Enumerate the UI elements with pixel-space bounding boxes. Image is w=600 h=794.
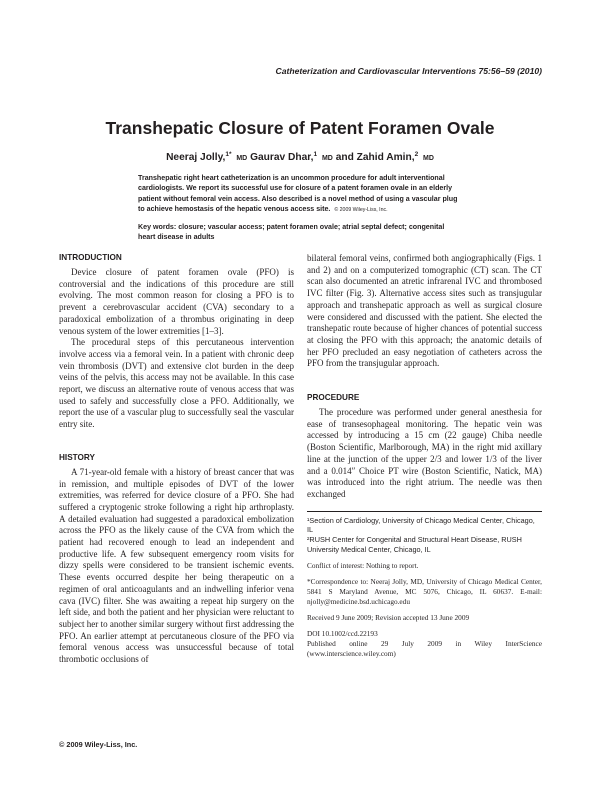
doi: DOI 10.1002/ccd.22193 [307,628,378,638]
journal-header: Catheterization and Cardiovascular Interventions 75:56–59 (2010) [275,66,542,76]
right-column [307,253,542,659]
paragraph: The procedure was performed under general anesthesia for ease of transesophageal monitoring. The hepatic vein was accessed by introducing a 15 cm (22 gauge) Chiba needle (Boston Scientific, Marlborough, MA) in the right mid axillary line at the junction of the upper 2/3 and lower 1/3 of the liver and a 0.014″ Choice PT wire (Boston Scientific, Natick, MA) was introduced into the right atrium. The needle was then exchanged [307,407,542,499]
paragraph: A 71-year-old female with a history of breast cancer that was in remission, and multiple episodes of DVT of the lower extremities, was referred for device closure of a PFO. She had suffered a cryptogenic stroke following a right hip arthroplasty. A detailed evaluation had suggested a paradoxical embolization across the PFO as the likely cause of the CVA from which the patient had recovered enough to lead an independent and productive life. A few subsequent emergency room visits for dizzy spells were considered to be transient ischemic events. These events occurred despite her being therapeutic on a regimen of oral anticoagulants and an indwelling inferior vena cava (IVC) filter. She was awaiting a repeat hip surgery on the left side, and both the patient and her physician were reluctant to subject her to another similar surgery without first addressing the PFO. An earlier attempt at percutaneous closure of the PFO via femoral venous access was unsuccessful because of total thrombotic occlusions of [59,466,294,665]
author-affiliation-mark: 2 [414,151,419,158]
published-online: Published online 29 July 2009 in Wiley InterScience (www.interscience.wiley.com) [307,638,542,658]
abstract [138,173,460,216]
paragraph: The procedural steps of this percutaneous intervention involve access via a femoral vein. In a patient with chronic deep vein thrombosis (DVT) and extensive clot burden in the deep veins of the pelvis, this access may not be available. In this case report, we discuss an alternative route of venous access that was used to safely and successfully close a PFO. Additionally, we report the use of a vascular plug to successfully seal the vascular entry site. [59,337,294,430]
author-affiliation-mark: 1 [313,151,318,158]
section-heading-procedure: PROCEDURE [307,393,360,403]
conflict-of-interest: Conflict of interest: Nothing to report. [307,560,419,570]
abstract-copyright: © 2009 Wiley-Liss, Inc. [334,207,388,214]
author-degree: MD [236,155,248,162]
paragraph-continuation: bilateral femoral veins, confirmed both angiographically (Figs. 1 and 2) and on a computerized tomographic (CT) scan. The CT scan also documented an atretic infrarenal IVC and thrombosed IVC filter (Fig. 3). Alternative access sites such as transjugular approach and transhepatic approach as well as surgical closure were considered and discussed with the patient. She elected the transhepatic route because of higher chances of potential success at closing the PFO with this approach; the anatomic details of her PFO precluded an easy negotiation of catheters across the PFO from the transjugular approach. [307,253,542,369]
author-name: Neeraj Jolly, [166,152,226,163]
section-heading-introduction: INTRODUCTION [59,253,122,262]
author-degree: MD [321,155,333,162]
author-degree: MD [423,155,434,162]
footer-copyright: © 2009 Wiley-Liss, Inc. [59,740,138,749]
received-date: Received 9 June 2009; Revision accepted 13 June 2009 [307,612,470,622]
author-name: and Zahid Amin, [335,152,415,163]
author-list [0,151,600,163]
section-heading-history: HISTORY [59,452,95,462]
paragraph: Device closure of patent foramen ovale (PFO) is controversial and the indications of this procedure are still evolving. The most common reason for closing a PFO is to prevent a cerebrovascular accident (CVA) secondary to a paradoxical embolization of a thrombus originating in deep venous system of the lower extremities [1–3]. [59,267,294,336]
affiliation-footnote: ²RUSH Center for Congenital and Structural Heart Disease, RUSH University Medical Center, Chicago, IL [307,535,522,555]
author-affiliation-mark: 1* [225,151,232,158]
keywords: Key words: closure; vascular access; patent foramen ovale; atrial septal defect; congenital heart disease in adults [138,223,445,242]
author-name: Gaurav Dhar, [250,152,314,163]
correspondence: *Correspondence to: Neeraj Jolly, MD, University of Chicago Medical Center, 5841 S Maryland Avenue, MC 5076, Chicago, IL 60637. E-mail: njolly@medicine.bsd.uchicago.edu [307,576,542,606]
affiliation-footnote: ¹Section of Cardiology, University of Chicago Medical Center, Chicago, IL [307,515,535,535]
abstract-text: Transhepatic right heart catheterization is an uncommon procedure for adult interventional cardiologists. We report its successful use for closure of a patent foramen ovale in an elderly patient without femoral vein access. Also described is a novel method of using a vascular plug to achieve hemostasis of the hepatic venous access site. [138,174,458,214]
left-column [59,253,294,666]
article-title: Transhepatic Closure of Patent Foramen Ovale [105,118,495,138]
